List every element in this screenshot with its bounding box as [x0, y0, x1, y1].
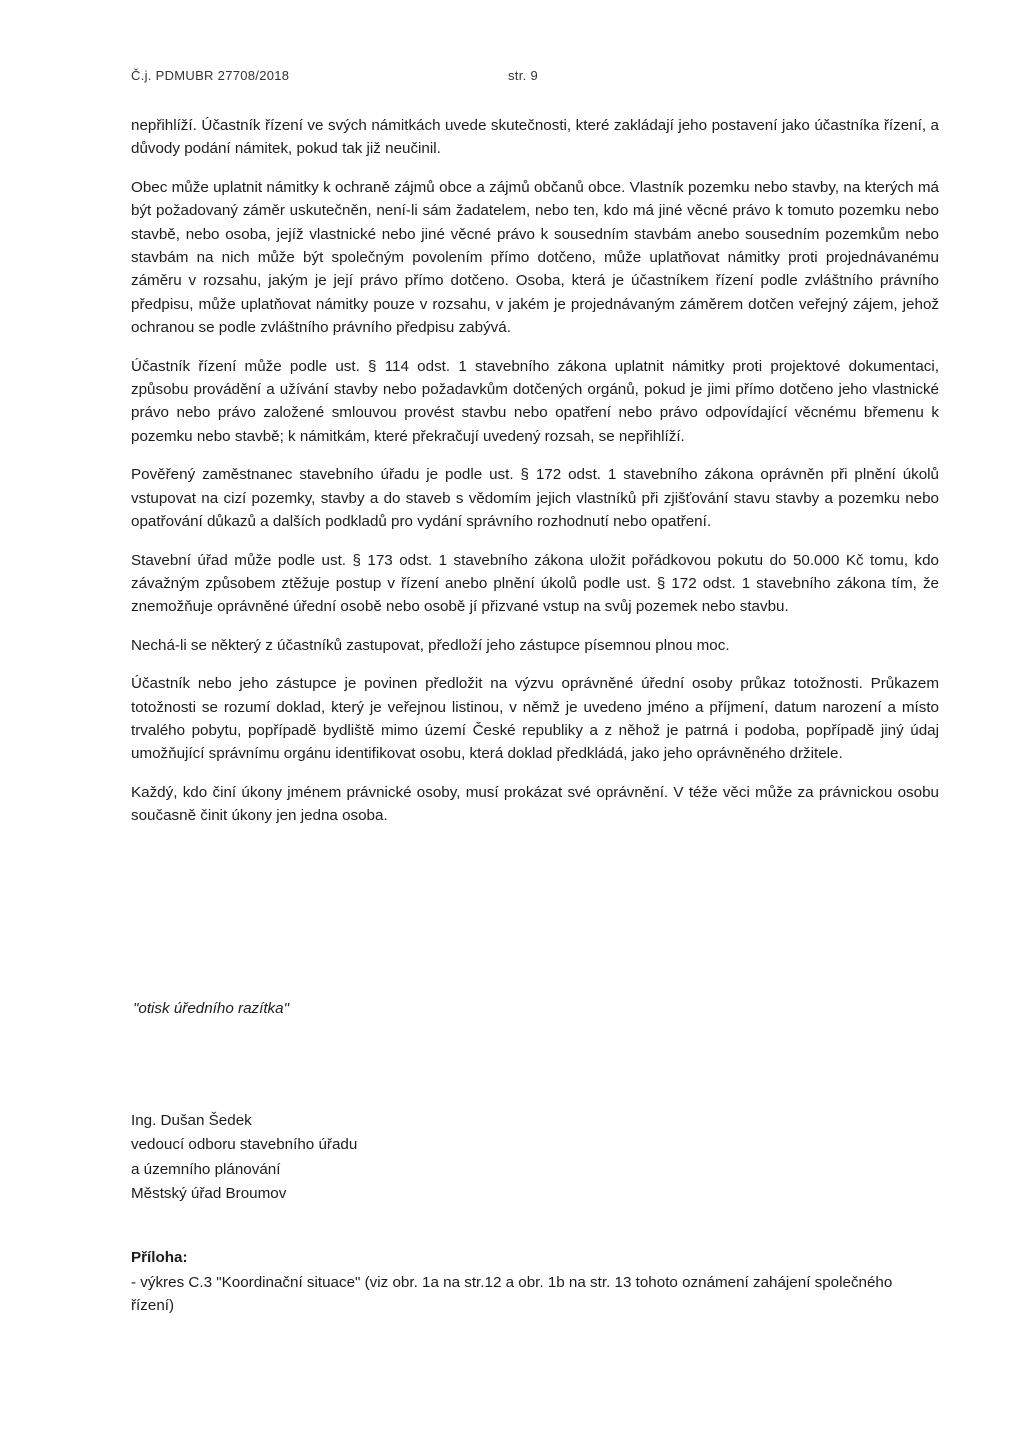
paragraph: Každý, kdo činí úkony jménem právnické osoby, musí prokázat své oprávnění. V téže věci může za právnickou osobu současně činit úkony jen jedna osoba. — [131, 783, 939, 825]
attachment-heading: Příloha: — [131, 1249, 188, 1266]
signatory-name: Ing. Dušan Šedek — [131, 1112, 252, 1129]
signatory-position: vedoucí odboru stavebního úřadu — [131, 1136, 358, 1154]
paragraph: Nechá-li se některý z účastníků zastupovat, předloží jeho zástupce písemnou plnou moc. — [131, 636, 730, 654]
attachment-section — [131, 1246, 939, 1318]
paragraph: Účastník řízení může podle ust. § 114 odst. 1 stavebního zákona uplatnit námitky proti projektové dokumentaci, způsobu provádění a užívání stavby nebo požadavkům dotčených orgánů, pokud je jimi přímo dotčeno jeho vlastnické právo nebo právo založené smlouvou provést stavbu nebo opatření nebo právo odpovídající věcnému břemenu k pozemku nebo stavbě; k námitkám, které překračují uvedený rozsah, se nepřihlíží. — [131, 357, 939, 445]
signatory-position: a územního plánování — [131, 1160, 281, 1178]
attachment-item: - výkres C.3 "Koordinační situace" (viz obr. 1a na str.12 a obr. 1b na str. 13 tohoto oznámení zahájení společného řízení) — [131, 1273, 893, 1315]
stamp-placeholder: "otisk úředního razítka" — [133, 1000, 289, 1017]
paragraph: nepřihlíží. Účastník řízení ve svých námitkách uvede skutečnosti, které zakládají jeho postavení jako účastníka řízení, a důvody podání námitek, pokud tak již neučinil. — [131, 117, 939, 158]
body-text — [131, 114, 939, 843]
signature-block — [131, 1109, 357, 1207]
paragraph: Pověřený zaměstnanec stavebního úřadu je podle ust. § 172 odst. 1 stavebního zákona oprávněn při plnění úkolů vstupovat na cizí pozemky, stavby a do staveb s vědomím jejich vlastníků při zjišťování stavu stavby a pozemku nebo opatřování důkazů a dalších podkladů pro vydání správního rozhodnutí nebo opatření. — [131, 466, 939, 531]
page-header — [131, 68, 538, 83]
signatory-office: Městský úřad Broumov — [131, 1185, 287, 1203]
paragraph: Stavební úřad může podle ust. § 173 odst. 1 stavebního zákona uložit pořádkovou pokutu do 50.000 Kč tomu, kdo závažným způsobem ztěžuje postup v řízení anebo plnění úkolů podle ust. § 172 odst. 1 stavebního zákona tím, že znemožňuje oprávněné úřední osobě nebo osobě jí přizvané vstup na svůj pozemek nebo stavbu. — [131, 551, 939, 616]
reference-number: Č.j. PDMUBR 27708/2018 — [131, 68, 290, 83]
paragraph: Účastník nebo jeho zástupce je povinen předložit na výzvu oprávněné úřední osoby průkaz totožnosti. Průkazem totožnosti se rozumí doklad, který je veřejnou listinou, v němž je uvedeno jméno a příjmení, datum narození a místo trvalého pobytu, popřípadě bydliště mimo území České republiky a z něhož je patrná i podoba, popřípadě jiný údaj umožňující správnímu orgánu identifikovat osobu, která doklad předkládá, jako jeho oprávněného držitele. — [131, 675, 939, 763]
page-number: str. 9 — [508, 68, 538, 83]
paragraph: Obec může uplatnit námitky k ochraně zájmů obce a zájmů občanů obce. Vlastník pozemku nebo stavby, na kterých má být požadovaný záměr uskutečněn, není-li sám žadatelem, nebo ten, kdo má jiné věcné právo k tomuto pozemku nebo stavbě, nebo osoba, jejíž vlastnické nebo jiné věcné právo k sousedním stavbám anebo sousedním pozemkům nebo stavbám na nich může být společným povolením přímo dotčeno, může uplatňovat námitky proti projednávanému záměru v rozsahu, jakým je její právo přímo dotčeno. Osoba, která je účastníkem řízení podle zvláštního právního předpisu, může uplatňovat námitky pouze v rozsahu, v jakém je projednávaným záměrem dotčen veřejný zájem, jehož ochranou se podle zvláštního právního předpisu zabývá. — [131, 178, 939, 337]
